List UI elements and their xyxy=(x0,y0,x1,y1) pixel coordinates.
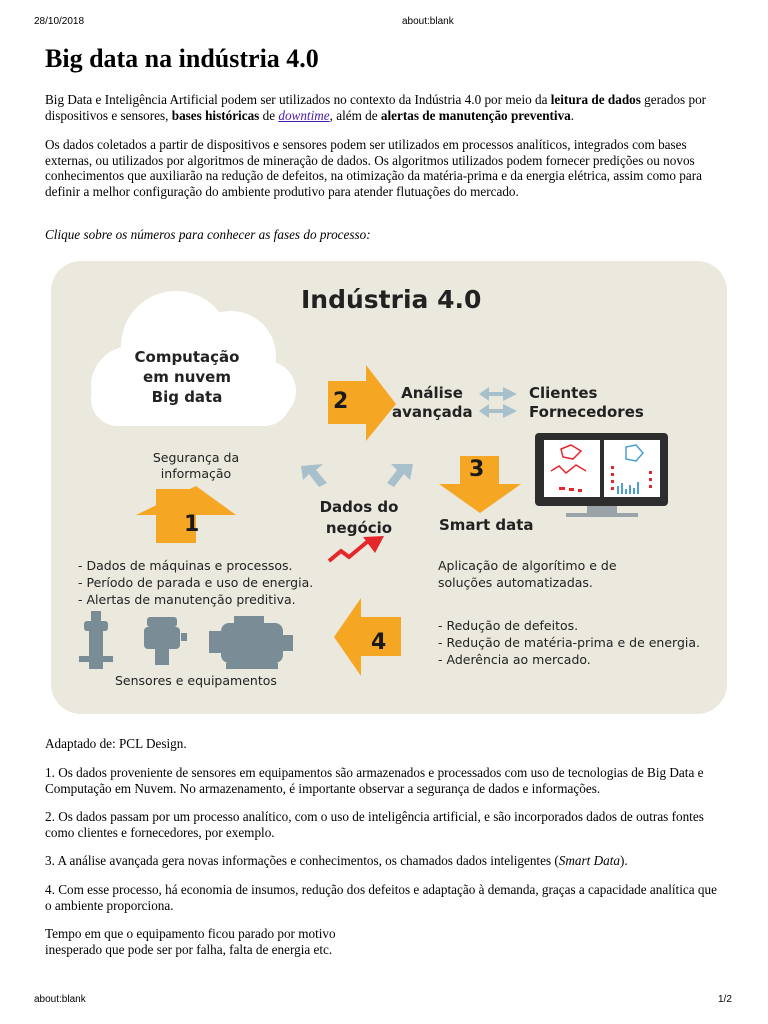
footer-page: 1/2 xyxy=(718,994,732,1005)
step3-number[interactable]: 3 xyxy=(469,457,485,482)
step2-text: 2. Os dados passam por um processo analítico, com o uso de inteligência artificial, e são incorporados dados de outras fontes como clientes e fornecedores, por exemplo. xyxy=(45,809,704,840)
step3-text: 3. A análise avançada gera novas informações e conhecimentos, os chamados dados inteligentes (Smart Data). xyxy=(45,853,628,868)
print-url: about:blank xyxy=(402,16,454,27)
analise-label: Análise avançada xyxy=(392,384,473,421)
step4-arrow xyxy=(334,598,401,676)
step4-text: 4. Com esse processo, há economia de insumos, redução dos defeitos e adaptação à demanda, graças a capacidade analítica que o ambiente proporciona. xyxy=(45,882,717,913)
left-list: - Dados de máquinas e processos. - Período de parada e uso de energia. - Alertas de manutenção preditiva. xyxy=(78,558,314,607)
instruction-text: Clique sobre os números para conhecer as fases do processo: xyxy=(45,227,371,242)
blue-arrow-left xyxy=(301,464,327,487)
downtime-tooltip: Tempo em que o equipamento ficou parado por motivo inesperado que pode ser por falha, falta de energia etc. xyxy=(45,926,336,957)
double-arrow-icon xyxy=(479,387,517,418)
clientes-fornecedores-label: Clientes Fornecedores xyxy=(529,384,644,421)
cloud-label: Computação em nuvem Big data xyxy=(134,348,240,406)
page-title: Big data na indústria 4.0 xyxy=(45,44,319,73)
sensor-icon xyxy=(79,611,113,669)
infographic-title: Indústria 4.0 xyxy=(301,285,482,314)
step4-number[interactable]: 4 xyxy=(371,630,387,655)
step1-number[interactable]: 1 xyxy=(184,512,200,537)
step2-number[interactable]: 2 xyxy=(333,389,349,414)
motor-icon xyxy=(209,616,293,669)
right-list: - Redução de defeitos. - Redução de matéria-prima e de energia. - Aderência ao mercado. xyxy=(438,618,700,667)
sensores-label: Sensores e equipamentos xyxy=(115,673,277,688)
blue-arrow-right xyxy=(387,464,413,487)
data-paragraph: Os dados coletados a partir de dispositivos e sensores podem ser utilizados em processos analíticos, integrados com bases externas, ou utilizados por algoritmos de mineração de dados. Os algoritmos utilizados podem fornecer predições ou novos conhecimentos que auxiliarão na redução de defeitos, na otimização da matéria-prima e da energia elétrica, assim como para definir a melhor configuração do ambiente produtivo para atender flutuações do mercado. xyxy=(45,137,702,199)
step1-text: 1. Os dados proveniente de sensores em equipamentos são armazenados e processados com uso de tecnologias de Big Data e Computação em Nuvem. No armazenamento, é importante observar a segurança de dados e informações. xyxy=(45,765,704,796)
downtime-link[interactable]: downtime xyxy=(278,107,330,123)
industria-infographic xyxy=(51,261,727,714)
monitor-icon xyxy=(535,433,668,517)
print-date: 28/10/2018 xyxy=(34,16,85,27)
transmitter-icon xyxy=(144,617,187,665)
smart-data-label: Smart data xyxy=(439,516,534,534)
seguranca-label: Segurança da informação xyxy=(152,450,240,481)
dados-negocio-label: Dados do negócio xyxy=(319,498,399,537)
footer-url: about:blank xyxy=(34,994,86,1005)
aplicacao-label: Aplicação de algorítimo e de soluções automatizadas. xyxy=(438,558,617,590)
intro-paragraph: Big Data e Inteligência Artificial podem ser utilizados no contexto da Indústria 4.0 por meio da leitura de dados gerados por dispositivos e sensores, bases históricas de downtime, além de alertas de manutenção preventiva. xyxy=(45,92,707,123)
caption: Adaptado de: PCL Design. xyxy=(45,736,187,751)
trend-icon xyxy=(329,542,367,561)
